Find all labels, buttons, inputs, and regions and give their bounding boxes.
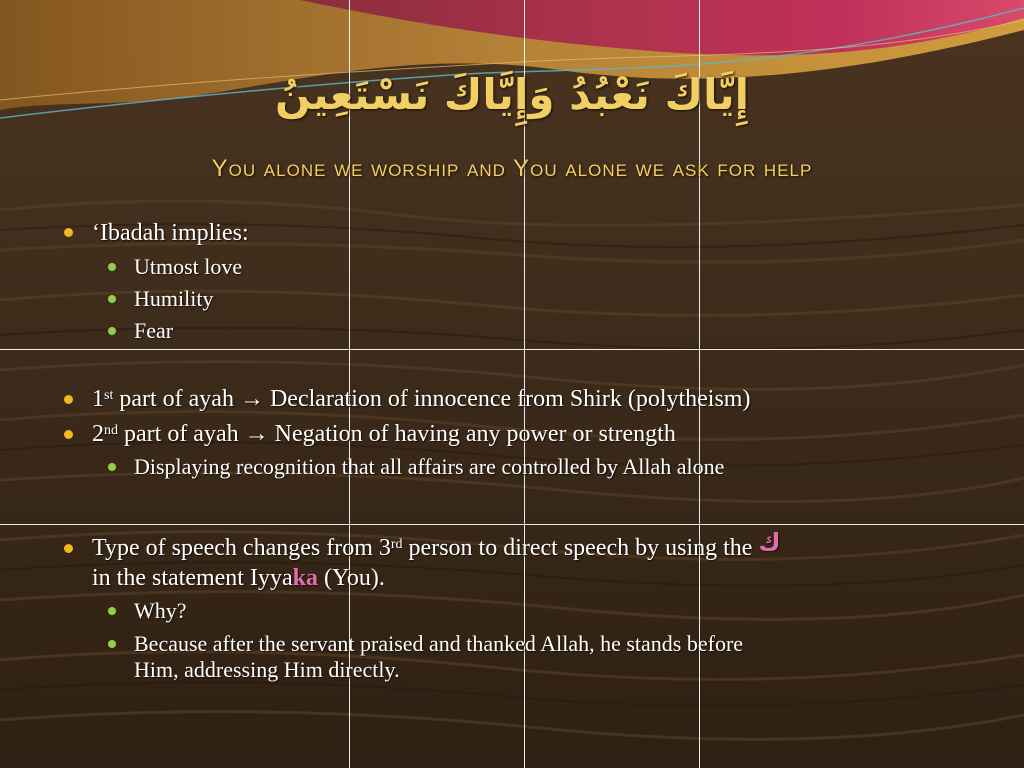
label: part of ayah xyxy=(113,386,240,412)
ordinal-number: 2 xyxy=(92,421,104,447)
text: person to direct speech by using the xyxy=(402,535,759,561)
bullet-icon xyxy=(64,228,73,237)
sub-bullet-icon xyxy=(108,295,116,303)
bullet-icon xyxy=(64,544,73,553)
ibadah-heading: ‘Ibadah implies: xyxy=(92,220,249,246)
ordinal-suffix: rd xyxy=(390,537,403,552)
label: part of ayah xyxy=(118,421,245,447)
sub-bullet-icon xyxy=(108,463,116,471)
sub-bullet-icon xyxy=(108,327,116,335)
second-part-ayah xyxy=(92,420,676,448)
ordinal-suffix: st xyxy=(104,388,114,403)
list-item: Displaying recognition that all affairs are controlled by Allah alone xyxy=(134,454,725,479)
speech-change-line2 xyxy=(92,564,385,592)
sub-bullet-icon xyxy=(108,607,116,615)
list-item: Fear xyxy=(134,318,174,343)
arrow-icon: → xyxy=(239,386,264,412)
ordinal-suffix: nd xyxy=(104,423,118,438)
bullet-icon xyxy=(64,395,73,404)
sub-bullet-icon xyxy=(108,263,116,271)
description: Declaration of innocence from Shirk (polytheism) xyxy=(263,386,751,412)
description: Negation of having any power or strength xyxy=(268,421,676,447)
arrow-icon: → xyxy=(244,421,269,447)
subtitle: You alone we worship and You alone we ask for help xyxy=(211,155,813,182)
list-item-continuation: Him, addressing Him directly. xyxy=(134,657,400,682)
list-item: Because after the servant praised and thanked Allah, he stands before xyxy=(134,631,744,656)
sub-bullet-icon xyxy=(108,640,116,648)
bullet-icon xyxy=(64,430,73,439)
grid-line xyxy=(0,524,1024,525)
first-part-ayah xyxy=(92,385,750,413)
text: Type of speech changes from 3 xyxy=(92,535,391,561)
ordinal-number: 1 xyxy=(92,386,104,412)
grid-line xyxy=(0,349,1024,350)
text: (You). xyxy=(317,565,385,591)
speech-change-line1 xyxy=(92,528,781,562)
arabic-kaf-letter: ك xyxy=(758,528,781,556)
list-item: Humility xyxy=(134,286,214,311)
list-item: Utmost love xyxy=(134,254,243,279)
arabic-title: إِيَّاكَ نَعْبُدُ وَإِيَّاكَ نَسْتَعِينُ xyxy=(274,70,750,119)
list-item: Why? xyxy=(134,598,187,623)
text: in the statement Iyya xyxy=(92,565,293,591)
highlight-ka: ka xyxy=(292,565,318,591)
